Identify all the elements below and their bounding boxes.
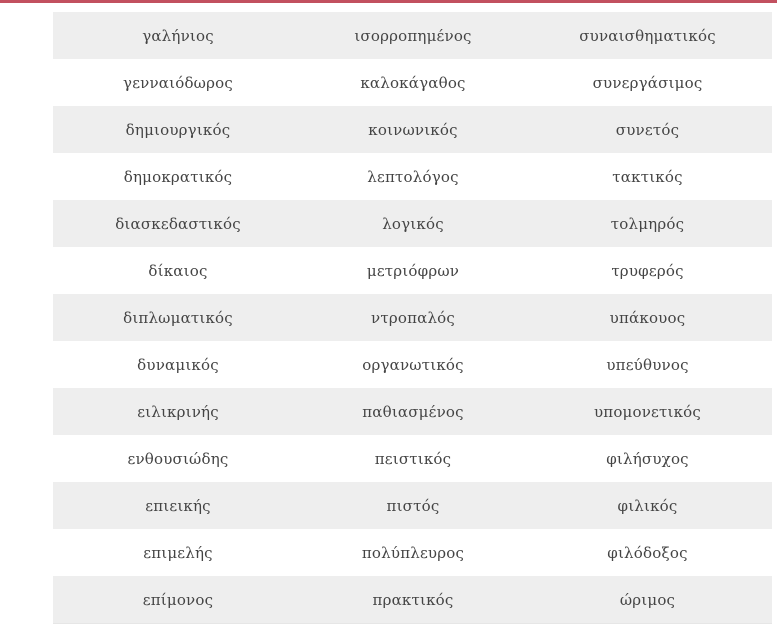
table-cell: πειστικός	[303, 435, 523, 482]
table-cell: φιλικός	[523, 482, 772, 529]
table-cell: ειλικρινής	[53, 388, 303, 435]
table-row	[53, 247, 772, 294]
table-cell: ισορροπημένος	[303, 12, 523, 59]
table-cell: πιστός	[303, 482, 523, 529]
table-cell: τακτικός	[523, 153, 772, 200]
table-cell: τρυφερός	[523, 247, 772, 294]
table-cell: τολμηρός	[523, 200, 772, 247]
table-cell: γενναιόδωρος	[53, 59, 303, 106]
table-cell: φιλήσυχος	[523, 435, 772, 482]
table-cell: πρακτικός	[303, 576, 523, 623]
table-row	[53, 576, 772, 623]
table-row	[53, 106, 772, 153]
table-cell: δημιουργικός	[53, 106, 303, 153]
table-cell: συνετός	[523, 106, 772, 153]
table-cell: οργανωτικός	[303, 341, 523, 388]
table-cell: πολύπλευρος	[303, 529, 523, 576]
table-row	[53, 341, 772, 388]
table-row	[53, 294, 772, 341]
table-cell: υπεύθυνος	[523, 341, 772, 388]
table-cell: καλοκάγαθος	[303, 59, 523, 106]
table-cell: δίκαιος	[53, 247, 303, 294]
table-cell: ντροπαλός	[303, 294, 523, 341]
table-cell: συναισθηματικός	[523, 12, 772, 59]
table-cell: υπομονετικός	[523, 388, 772, 435]
table-cell: επιεικής	[53, 482, 303, 529]
adjectives-table-body	[53, 12, 772, 623]
table-cell: διπλωματικός	[53, 294, 303, 341]
table-row	[53, 435, 772, 482]
adjectives-table	[53, 12, 772, 623]
table-row	[53, 529, 772, 576]
table-row	[53, 388, 772, 435]
table-cell: φιλόδοξος	[523, 529, 772, 576]
table-cell: λογικός	[303, 200, 523, 247]
table-cell: διασκεδαστικός	[53, 200, 303, 247]
table-cell: δυναμικός	[53, 341, 303, 388]
table-cell: επίμονος	[53, 576, 303, 623]
table-cell: γαλήνιος	[53, 12, 303, 59]
top-accent-border	[0, 0, 777, 3]
table-cell: συνεργάσιμος	[523, 59, 772, 106]
table-row	[53, 200, 772, 247]
table-row	[53, 153, 772, 200]
table-cell: υπάκουος	[523, 294, 772, 341]
table-cell: κοινωνικός	[303, 106, 523, 153]
table-row	[53, 59, 772, 106]
table-cell: ενθουσιώδης	[53, 435, 303, 482]
table-cell: λεπτολόγος	[303, 153, 523, 200]
table-cell: μετριόφρων	[303, 247, 523, 294]
table-row	[53, 482, 772, 529]
table-cell: δημοκρατικός	[53, 153, 303, 200]
table-cell: επιμελής	[53, 529, 303, 576]
table-cell: ώριμος	[523, 576, 772, 623]
table-cell: παθιασμένος	[303, 388, 523, 435]
table-row	[53, 12, 772, 59]
table-bottom-divider	[53, 623, 772, 624]
